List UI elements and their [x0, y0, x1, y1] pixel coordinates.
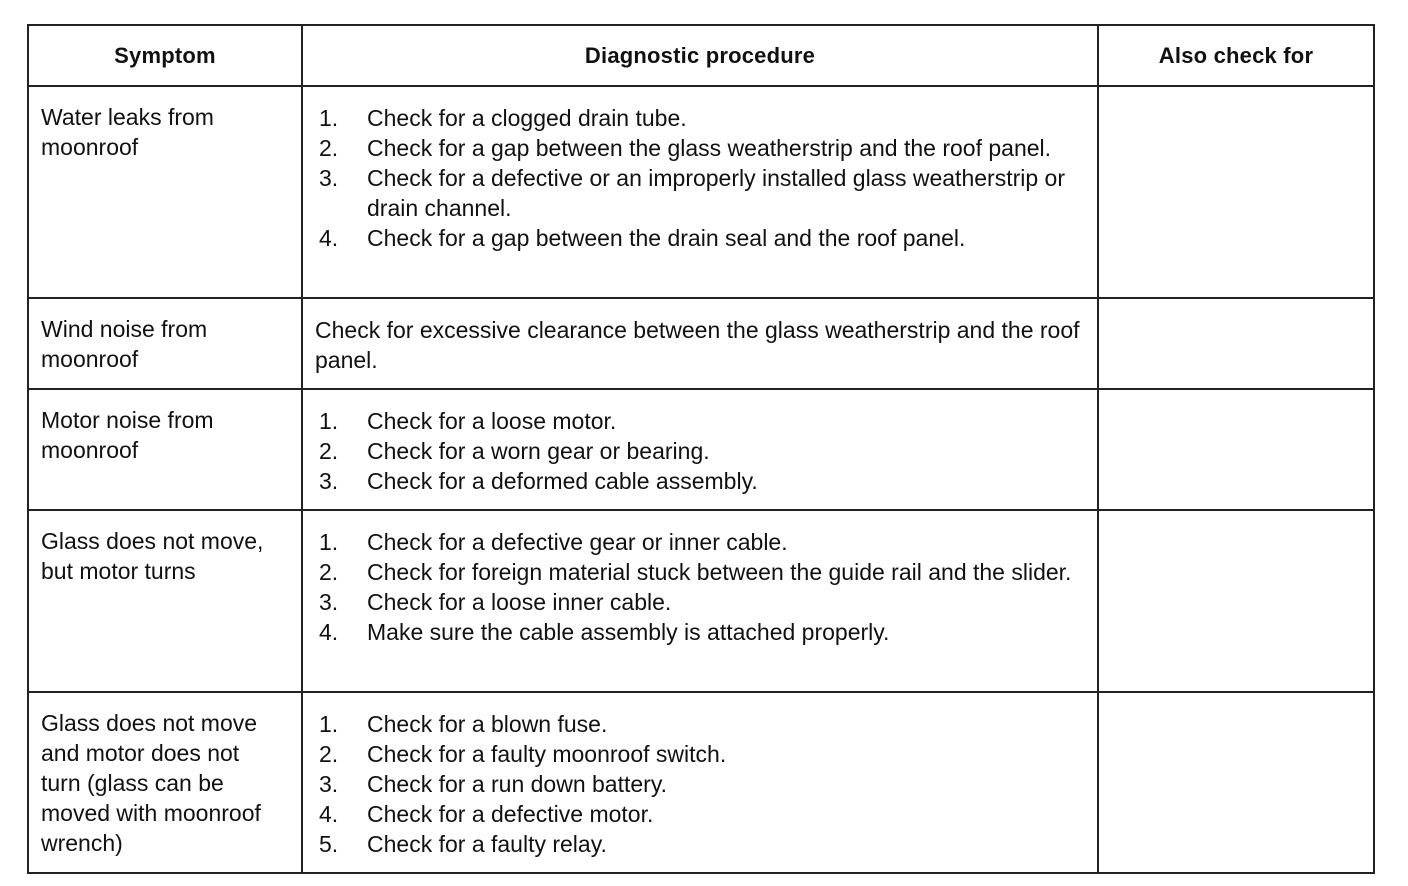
symptom-text: Water leaks from moonroof: [41, 104, 214, 160]
step-text: Check for a gap between the drain seal and the roof panel.: [367, 225, 966, 251]
table-row: [28, 510, 1374, 692]
step-number: 3.: [319, 468, 339, 494]
step-text: Check for a defective gear or inner cable.: [367, 529, 788, 555]
step-number: 1.: [319, 408, 339, 434]
step-text: Check for a deformed cable assembly.: [367, 468, 758, 494]
list-item: [319, 163, 1077, 223]
list-item: [319, 617, 1077, 647]
header-row: [28, 25, 1374, 86]
list-item: [319, 829, 1077, 859]
step-text: Check for foreign material stuck between the guide rail and the slider.: [367, 559, 1072, 585]
table-row: [28, 692, 1374, 873]
procedure-text: Check for excessive clearance between the glass weatherstrip and the roof panel.: [315, 317, 1080, 373]
symptom-cell: [28, 298, 302, 389]
step-text: Check for a worn gear or bearing.: [367, 438, 710, 464]
step-number: 4.: [319, 801, 339, 827]
step-number: 5.: [319, 831, 339, 857]
procedure-cell: [302, 298, 1098, 389]
procedure-list: [303, 87, 1097, 253]
list-item: [319, 406, 1077, 436]
list-item: [319, 133, 1077, 163]
step-text: Make sure the cable assembly is attached properly.: [367, 619, 890, 645]
step-text: Check for a gap between the glass weatherstrip and the roof panel.: [367, 135, 1052, 161]
step-text: Check for a blown fuse.: [367, 711, 608, 737]
step-number: 3.: [319, 771, 339, 797]
step-number: 2.: [319, 438, 339, 464]
list-item: [319, 799, 1077, 829]
list-item: [319, 709, 1077, 739]
also-check-cell: [1098, 692, 1374, 873]
procedure-cell: [302, 510, 1098, 692]
list-item: [319, 769, 1077, 799]
step-text: Check for a loose inner cable.: [367, 589, 672, 615]
list-item: [319, 466, 1077, 496]
step-text: Check for a faulty relay.: [367, 831, 607, 857]
symptom-text: Motor noise from moonroof: [41, 407, 214, 463]
step-number: 1.: [319, 711, 339, 737]
step-number: 4.: [319, 619, 339, 645]
procedure-list: [303, 390, 1097, 496]
symptom-cell: [28, 692, 302, 873]
procedure-list: [303, 511, 1097, 647]
table-row: [28, 86, 1374, 298]
also-check-cell: [1098, 389, 1374, 510]
list-item: [319, 527, 1077, 557]
procedure-cell: [302, 692, 1098, 873]
step-text: Check for a defective motor.: [367, 801, 654, 827]
step-number: 2.: [319, 135, 339, 161]
table-row: [28, 298, 1374, 389]
also-check-cell: [1098, 298, 1374, 389]
list-item: [319, 557, 1077, 587]
list-item: [319, 436, 1077, 466]
list-item: [319, 223, 1077, 253]
step-text: Check for a faulty moonroof switch.: [367, 741, 727, 767]
symptom-text: Glass does not move and motor does not turn (glass can be moved with moonroof wrench): [41, 710, 261, 856]
step-number: 3.: [319, 165, 339, 191]
step-number: 2.: [319, 559, 339, 585]
header-diagnostic-procedure: Diagnostic procedure: [302, 25, 1098, 86]
step-text: Check for a loose motor.: [367, 408, 617, 434]
also-check-cell: [1098, 86, 1374, 298]
list-item: [319, 103, 1077, 133]
step-number: 4.: [319, 225, 339, 251]
procedure-cell: [302, 86, 1098, 298]
also-check-cell: [1098, 510, 1374, 692]
procedure-list: [303, 693, 1097, 859]
symptom-cell: [28, 86, 302, 298]
symptom-text: Wind noise from moonroof: [41, 316, 208, 372]
symptom-cell: [28, 510, 302, 692]
list-item: [319, 587, 1077, 617]
header-also-check-for: Also check for: [1098, 25, 1374, 86]
step-text: Check for a clogged drain tube.: [367, 105, 687, 131]
table-row: [28, 389, 1374, 510]
step-text: Check for a run down battery.: [367, 771, 667, 797]
step-number: 3.: [319, 589, 339, 615]
procedure-cell: [302, 389, 1098, 510]
diagnostic-table: [27, 24, 1375, 874]
step-number: 1.: [319, 529, 339, 555]
header-symptom: Symptom: [28, 25, 302, 86]
step-number: 1.: [319, 105, 339, 131]
step-text: Check for a defective or an improperly installed glass weatherstrip or drain channel.: [367, 165, 1065, 221]
list-item: [319, 739, 1077, 769]
symptom-cell: [28, 389, 302, 510]
symptom-text: Glass does not move, but motor turns: [41, 528, 264, 584]
step-number: 2.: [319, 741, 339, 767]
